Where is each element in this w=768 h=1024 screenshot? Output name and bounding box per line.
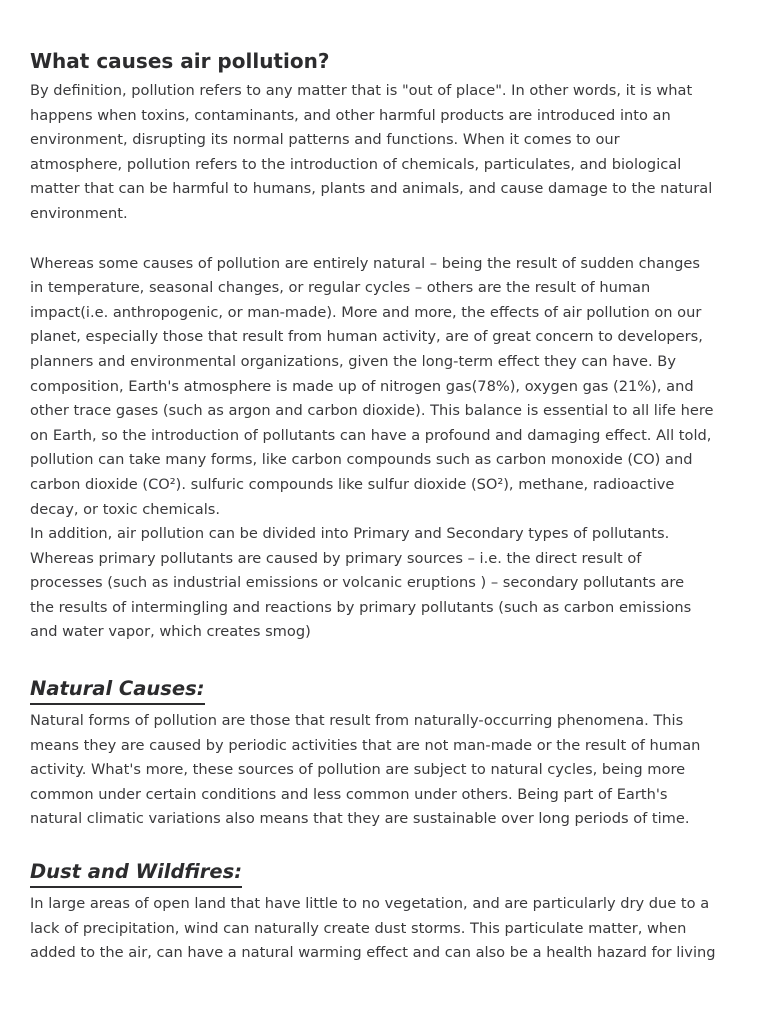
dust-wildfires-paragraph: In large areas of open land that have little to no vegetation, and are particularly dry due to a lack of precipitation, wind can naturally create dust storms. This particulate matter, when added to the air, can have a natural warming effect and can also be a health hazard for living bbox=[30, 895, 716, 962]
dust-wildfires-section bbox=[30, 858, 738, 966]
primary-secondary-paragraph: In addition, air pollution can be divided into Primary and Secondary types of pollutants. Whereas primary pollutants are caused by primary sources – i.e. the direct result of processes (such as industrial emissions or volcanic eruptions ) – secondary pollutants are the results of intermingling and reactions by primary pollutants (such as carbon emissions and water vapor, which creates smog) bbox=[30, 525, 692, 641]
dust-wildfires-heading: Dust and Wildfires: bbox=[30, 858, 242, 888]
intro-paragraph: By definition, pollution refers to any matter that is "out of place". In other words, it is what happens when toxins, contaminants, and other harmful products are introduced into an environment, disrupting its normal patterns and functions. When it comes to our atmosphere, pollution refers to the introduction of chemicals, particulates, and biological matter that can be harmful to humans, plants and animals, and cause damage to the natural environment. bbox=[30, 82, 713, 222]
paragraph-spacer bbox=[30, 227, 738, 252]
article-title: What causes air pollution? bbox=[30, 49, 330, 73]
causes-paragraph: Whereas some causes of pollution are entirely natural – being the result of sudden changes in temperature, seasonal changes, or regular cycles – others are the result of human impact(i.e. anthropogenic, or man-made). More and more, the effects of air pollution on our planet, especially those that result from human activity, are of great concern to developers, planners and environmental organizations, given the long-term effect they can have. By composition, Earth's atmosphere is made up of nitrogen gas(78%), oxygen gas (21%), and other trace gases (such as argon and carbon dioxide). This balance is essential to all life here on Earth, so the introduction of pollutants can have a profound and damaging effect. All told, pollution can take many forms, like carbon compounds such as carbon monoxide (CO) and carbon dioxide (CO²). sulfuric compounds like sulfur dioxide (SO²), methane, radioactive decay, or toxic chemicals. bbox=[30, 254, 714, 518]
natural-causes-heading: Natural Causes: bbox=[30, 675, 205, 705]
natural-causes-section bbox=[30, 675, 738, 832]
natural-causes-paragraph: Natural forms of pollution are those that result from naturally-occurring phenomena. This means they are caused by periodic activities that are not man-made or the result of human activity. What's more, these sources of pollution are subject to natural cycles, being more common under certain conditions and less common under others. Being part of Earth's natural climatic variations also means that they are sustainable over long periods of time. bbox=[30, 712, 701, 828]
